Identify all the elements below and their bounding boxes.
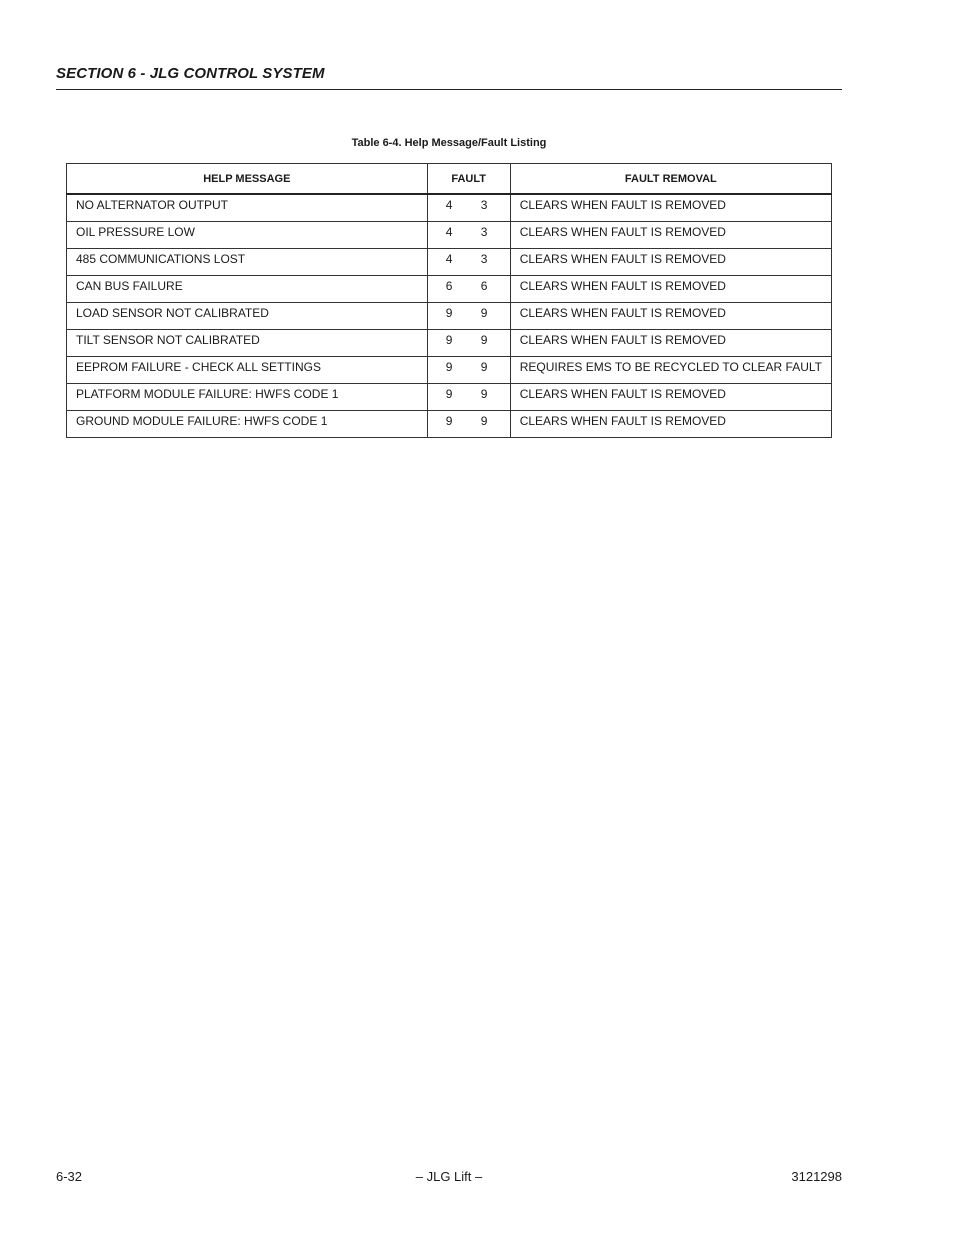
fault-code-second-digit: 9 xyxy=(480,386,488,401)
fault-cell xyxy=(427,356,510,383)
header-rule xyxy=(56,89,842,90)
fault-code-first-digit: 9 xyxy=(445,332,453,347)
fault-cell xyxy=(427,329,510,356)
fault-removal-cell: CLEARS WHEN FAULT IS REMOVED xyxy=(510,302,831,329)
table-body xyxy=(67,194,832,437)
table-row xyxy=(67,410,832,437)
table-caption: Table 6-4. Help Message/Fault Listing xyxy=(351,137,547,149)
fault-removal-cell: CLEARS WHEN FAULT IS REMOVED xyxy=(510,410,831,437)
table-row xyxy=(67,248,832,275)
fault-code-first-digit: 4 xyxy=(445,198,453,212)
fault-code-first-digit: 9 xyxy=(445,413,453,428)
help-message-cell: CAN BUS FAILURE xyxy=(67,275,428,302)
help-message-cell: LOAD SENSOR NOT CALIBRATED xyxy=(67,302,428,329)
fault-code-second-digit: 9 xyxy=(480,413,488,428)
fault-code-second-digit: 9 xyxy=(480,359,488,374)
column-header-help-message: HELP MESSAGE xyxy=(67,164,428,195)
fault-code-second-digit: 9 xyxy=(480,305,488,320)
fault-cell xyxy=(427,221,510,248)
fault-code-first-digit: 6 xyxy=(445,278,453,293)
table-row xyxy=(67,356,832,383)
page-number: 6-32 xyxy=(56,1169,83,1184)
fault-code-first-digit: 4 xyxy=(445,251,453,266)
fault-code-second-digit: 9 xyxy=(480,332,488,347)
table-row xyxy=(67,329,832,356)
fault-removal-cell: REQUIRES EMS TO BE RECYCLED TO CLEAR FAULT xyxy=(510,356,831,383)
table-row xyxy=(67,302,832,329)
fault-removal-cell: CLEARS WHEN FAULT IS REMOVED xyxy=(510,329,831,356)
fault-removal-cell: CLEARS WHEN FAULT IS REMOVED xyxy=(510,275,831,302)
fault-code-first-digit: 9 xyxy=(445,359,453,374)
help-message-cell: EEPROM FAILURE - CHECK ALL SETTINGS xyxy=(67,356,428,383)
help-message-cell: TILT SENSOR NOT CALIBRATED xyxy=(67,329,428,356)
fault-cell xyxy=(427,410,510,437)
fault-code-second-digit: 3 xyxy=(480,251,488,266)
fault-code-second-digit: 3 xyxy=(480,198,488,212)
table-row xyxy=(67,383,832,410)
fault-code-first-digit: 9 xyxy=(445,386,453,401)
table-row xyxy=(67,194,832,221)
fault-removal-cell: CLEARS WHEN FAULT IS REMOVED xyxy=(510,248,831,275)
fault-code-first-digit: 4 xyxy=(445,224,453,239)
fault-cell xyxy=(427,248,510,275)
fault-cell xyxy=(427,302,510,329)
fault-removal-cell: CLEARS WHEN FAULT IS REMOVED xyxy=(510,221,831,248)
help-message-cell: PLATFORM MODULE FAILURE: HWFS CODE 1 xyxy=(67,383,428,410)
fault-code-first-digit: 9 xyxy=(445,305,453,320)
help-message-cell: 485 COMMUNICATIONS LOST xyxy=(67,248,428,275)
table-header-row xyxy=(67,164,832,195)
fault-code-second-digit: 6 xyxy=(480,278,488,293)
fault-code-second-digit: 3 xyxy=(480,224,488,239)
help-message-cell: GROUND MODULE FAILURE: HWFS CODE 1 xyxy=(67,410,428,437)
document-number: 3121298 xyxy=(791,1169,842,1184)
table-row xyxy=(67,221,832,248)
footer-center-text: – JLG Lift – xyxy=(415,1169,483,1184)
fault-cell xyxy=(427,383,510,410)
section-title: SECTION 6 - JLG CONTROL SYSTEM xyxy=(56,65,325,82)
fault-cell xyxy=(427,194,510,221)
fault-removal-cell: CLEARS WHEN FAULT IS REMOVED xyxy=(510,194,831,221)
help-message-fault-table xyxy=(66,163,832,438)
table-row xyxy=(67,275,832,302)
fault-removal-cell: CLEARS WHEN FAULT IS REMOVED xyxy=(510,383,831,410)
column-header-fault: FAULT xyxy=(427,164,510,195)
help-message-cell: OIL PRESSURE LOW xyxy=(67,221,428,248)
column-header-fault-removal: FAULT REMOVAL xyxy=(510,164,831,195)
fault-cell xyxy=(427,275,510,302)
help-message-cell: NO ALTERNATOR OUTPUT xyxy=(67,194,428,221)
